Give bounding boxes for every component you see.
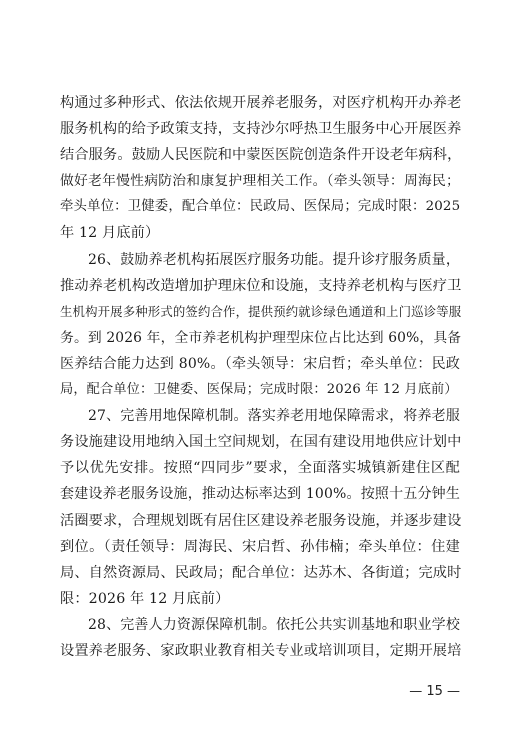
- text-line: 推动养老机构改造增加护理床位和设施，支持养老机构与医疗卫: [60, 277, 462, 294]
- document-page: [60, 90, 460, 664]
- body-text: [60, 90, 460, 664]
- text-line: 限：2026 年 12 月底前）: [60, 590, 230, 607]
- text-line: 服务机构的给予政策支持，支持沙尔呼热卫生服务中心开展医养: [60, 121, 462, 138]
- text-line: 到位。（责任领导：周海民、宋启哲、孙伟楠；牵头单位：住建: [60, 538, 460, 555]
- text-line: 套建设养老服务设施，推动达标率达到 100%。按照十五分钟生: [60, 486, 460, 503]
- text-line: 医养结合能力达到 80%。（牵头领导：宋启哲；牵头单位：民政: [60, 355, 460, 372]
- text-line: 务设施建设用地纳入国土空间规划，在国有建设用地供应计划中: [60, 434, 462, 451]
- page-number: — 15 —: [409, 684, 460, 699]
- text-line: 局、自然资源局、民政局；配合单位：达苏木、各街道；完成时: [60, 564, 462, 581]
- text-line: 27、完善用地保障机制。落实养老用地保障需求，将养老服: [88, 408, 460, 425]
- text-line: 做好老年慢性病防治和康复护理相关工作。（牵头领导：周海民；: [60, 173, 460, 190]
- text-line: 26、鼓励养老机构拓展医疗服务功能。提升诊疗服务质量，: [88, 251, 460, 268]
- text-line: 构通过多种形式、依法依规开展养老服务，对医疗机构开办养老: [60, 95, 462, 111]
- text-line: 务。到 2026 年，全市养老机构护理型床位占比达到 60%，具备: [60, 329, 462, 346]
- text-line: 生机构开展多种形式的签约合作，提供预约就诊绿色通道和上门巡诊等服: [60, 303, 462, 319]
- text-line: 牵头单位：卫健委，配合单位：民政局、医保局；完成时限：2025: [60, 199, 461, 215]
- text-line: 设置养老服务、家政职业教育相关专业或培训项目，定期开展培: [60, 642, 462, 659]
- text-line: 予以优先安排。按照“四同步”要求，全面落实城镇新建住区配: [60, 460, 460, 477]
- text-line: 局，配合单位：卫健委、医保局；完成时限：2026 年 12 月底前）: [60, 382, 458, 398]
- text-line: 结合服务。鼓励人民医院和中蒙医医院创造条件开设老年病科，: [60, 147, 462, 164]
- text-line: 28、完善人力资源保障机制。依托公共实训基地和职业学校: [88, 616, 460, 633]
- text-line: 年 12 月底前）: [60, 225, 160, 242]
- text-line: 活圈要求，合理规划既有居住区建设养老服务设施，并逐步建设: [60, 512, 462, 529]
